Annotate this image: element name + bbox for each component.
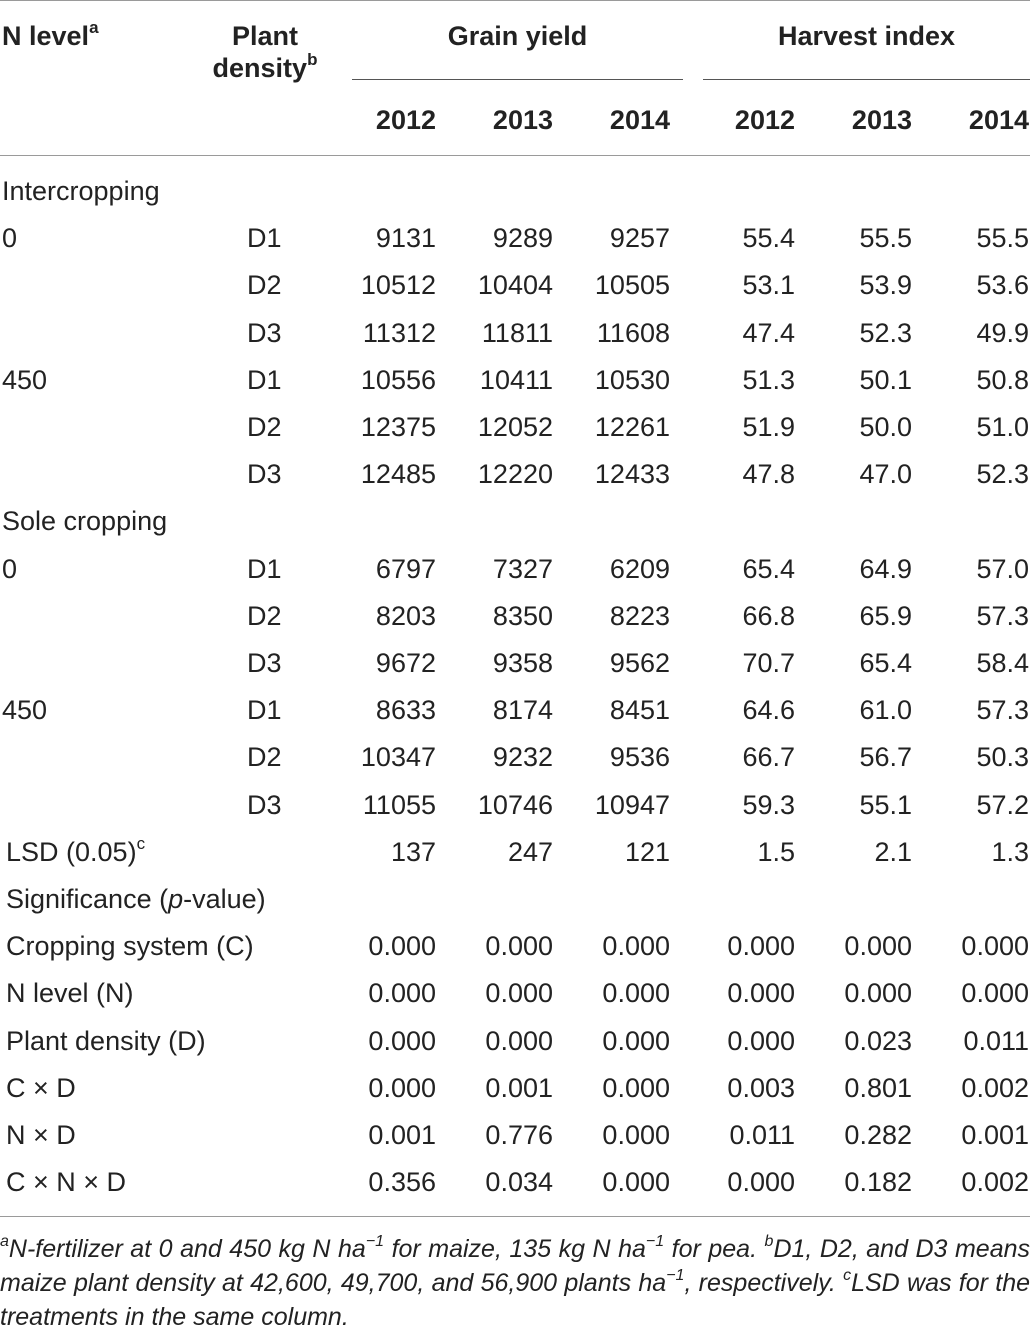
- value-cell: 0.000: [727, 1026, 795, 1056]
- value-cell: 10404: [477, 270, 553, 300]
- value-cell: 61.0: [859, 695, 912, 725]
- value-cell: 8203: [375, 601, 436, 631]
- value-cell: 0.002: [961, 1167, 1029, 1197]
- significance-row-label: C × N × D: [6, 1167, 127, 1197]
- value-cell: 0.001: [368, 1120, 436, 1150]
- value-cell: 12375: [360, 412, 436, 442]
- value-cell: 8223: [609, 601, 670, 631]
- grain-yield-underline: [352, 79, 683, 80]
- value-cell: 9232: [492, 742, 553, 772]
- value-cell: 66.8: [742, 601, 795, 631]
- value-cell: 10411: [479, 365, 553, 395]
- value-cell: 70.7: [742, 648, 795, 678]
- value-cell: 0.000: [602, 1120, 670, 1150]
- value-cell: 8451: [609, 695, 670, 725]
- n-level-cell: 450: [2, 365, 48, 395]
- value-cell: 65.4: [742, 554, 795, 584]
- value-cell: 11811: [481, 318, 553, 348]
- value-cell: 53.1: [742, 270, 795, 300]
- value-cell: 57.0: [976, 554, 1029, 584]
- value-cell: 0.003: [727, 1073, 795, 1103]
- value-cell: 49.9: [976, 318, 1029, 348]
- value-cell: 12052: [477, 412, 553, 442]
- value-cell: 0.000: [485, 978, 553, 1008]
- table-bottom-rule: [0, 1216, 1030, 1217]
- value-cell: 0.000: [602, 978, 670, 1008]
- header-year-hi-2012: 2012: [734, 105, 795, 135]
- harvest-index-underline: [703, 79, 1030, 80]
- n-level-cell: 0: [2, 223, 18, 253]
- value-cell: 0.000: [602, 931, 670, 961]
- value-cell: 10746: [477, 790, 553, 820]
- value-cell: 7327: [492, 554, 553, 584]
- value-cell: 0.000: [368, 1073, 436, 1103]
- value-cell: 9672: [375, 648, 436, 678]
- significance-row-label: Plant density (D): [6, 1026, 206, 1056]
- value-cell: 0.000: [727, 1167, 795, 1197]
- value-cell: 121: [624, 837, 670, 867]
- value-cell: 10530: [594, 365, 670, 395]
- value-cell: 9358: [492, 648, 553, 678]
- plant-density-cell: D1: [247, 223, 282, 253]
- lsd-label: LSD $(0.05)^c$: [6, 834, 146, 867]
- section-title: Sole cropping: [2, 506, 168, 536]
- value-cell: 1.5: [757, 837, 795, 867]
- value-cell: 10347: [360, 742, 436, 772]
- plant-density-cell: D2: [247, 601, 282, 631]
- value-cell: 52.3: [859, 318, 912, 348]
- plant-density-cell: D2: [247, 742, 282, 772]
- value-cell: 10947: [594, 790, 670, 820]
- value-cell: 9257: [609, 223, 670, 253]
- value-cell: 6797: [375, 554, 436, 584]
- value-cell: 64.9: [859, 554, 912, 584]
- header-bottom-rule: [0, 155, 1030, 156]
- value-cell: 12261: [594, 412, 670, 442]
- value-cell: 10556: [360, 365, 436, 395]
- value-cell: 0.282: [844, 1120, 912, 1150]
- value-cell: 10512: [360, 270, 436, 300]
- plant-density-cell: D1: [247, 365, 282, 395]
- value-cell: 0.182: [844, 1167, 912, 1197]
- value-cell: 0.000: [602, 1026, 670, 1056]
- value-cell: 52.3: [976, 459, 1029, 489]
- value-cell: 57.3: [976, 601, 1029, 631]
- value-cell: 9289: [492, 223, 553, 253]
- plant-density-cell: D1: [247, 695, 282, 725]
- value-cell: 0.023: [844, 1026, 912, 1056]
- header-year-grain-2013: 2013: [492, 105, 553, 135]
- value-cell: 0.000: [368, 978, 436, 1008]
- value-cell: 0.000: [485, 931, 553, 961]
- value-cell: 12485: [360, 459, 436, 489]
- value-cell: 0.776: [485, 1120, 553, 1150]
- plant-density-cell: D3: [247, 648, 282, 678]
- value-cell: 0.001: [961, 1120, 1029, 1150]
- value-cell: 1.3: [991, 837, 1029, 867]
- header-year-grain-2014: 2014: [609, 105, 670, 135]
- plant-density-cell: D3: [247, 790, 282, 820]
- header-plant-density: Plant density$^b$: [212, 21, 318, 83]
- value-cell: 56.7: [859, 742, 912, 772]
- value-cell: 9131: [375, 223, 436, 253]
- value-cell: 0.000: [961, 978, 1029, 1008]
- value-cell: 11055: [362, 790, 436, 820]
- value-cell: 9562: [609, 648, 670, 678]
- value-cell: 12220: [477, 459, 553, 489]
- value-cell: 51.9: [742, 412, 795, 442]
- plant-density-cell: D1: [247, 554, 282, 584]
- value-cell: 12433: [594, 459, 670, 489]
- value-cell: 247: [507, 837, 553, 867]
- value-cell: 47.0: [859, 459, 912, 489]
- value-cell: 137: [390, 837, 436, 867]
- value-cell: 11608: [596, 318, 670, 348]
- value-cell: 47.8: [742, 459, 795, 489]
- value-cell: 0.000: [961, 931, 1029, 961]
- top-rule: [0, 0, 1030, 1]
- value-cell: 9536: [609, 742, 670, 772]
- header-n-level: N level$^a$: [2, 18, 99, 51]
- value-cell: 64.6: [742, 695, 795, 725]
- n-level-cell: 450: [2, 695, 48, 725]
- value-cell: 50.1: [859, 365, 912, 395]
- value-cell: 65.4: [859, 648, 912, 678]
- value-cell: 59.3: [742, 790, 795, 820]
- value-cell: 2.1: [874, 837, 912, 867]
- plant-density-cell: D3: [247, 459, 282, 489]
- table-footnote: $^a$N-fertilizer at 0 and 450 kg N $ha^{-1}$ for maize, 135 kg N $ha^{-1}$ for pea. $^b$D1, D2, and D3 means maize plant density at 42,600, 49,700, and 56,900 plants $ha^{-1}$, respectively. $^c$LSD was for the treatments in the same column.: [0, 1232, 1030, 1331]
- value-cell: 51.0: [976, 412, 1029, 442]
- value-cell: 0.002: [961, 1073, 1029, 1103]
- value-cell: 0.000: [844, 931, 912, 961]
- value-cell: 0.000: [727, 931, 795, 961]
- value-cell: 11312: [362, 318, 436, 348]
- value-cell: 0.000: [602, 1167, 670, 1197]
- value-cell: 0.801: [844, 1073, 912, 1103]
- value-cell: 0.011: [963, 1026, 1029, 1056]
- value-cell: 0.000: [368, 1026, 436, 1056]
- value-cell: 47.4: [742, 318, 795, 348]
- value-cell: 0.000: [602, 1073, 670, 1103]
- header-year-grain-2012: 2012: [375, 105, 436, 135]
- value-cell: 57.2: [976, 790, 1029, 820]
- significance-row-label: N × D: [6, 1120, 76, 1150]
- n-level-cell: 0: [2, 554, 18, 584]
- value-cell: 8350: [492, 601, 553, 631]
- value-cell: 57.3: [976, 695, 1029, 725]
- significance-row-label: N level (N): [6, 978, 134, 1008]
- value-cell: 8174: [492, 695, 553, 725]
- value-cell: 8633: [375, 695, 436, 725]
- value-cell: 53.9: [859, 270, 912, 300]
- significance-label: Significance (p-value): [6, 884, 266, 914]
- value-cell: 55.1: [859, 790, 912, 820]
- value-cell: 0.001: [485, 1073, 553, 1103]
- value-cell: 0.000: [485, 1026, 553, 1056]
- header-year-hi-2014: 2014: [968, 105, 1029, 135]
- value-cell: 10505: [594, 270, 670, 300]
- value-cell: 65.9: [859, 601, 912, 631]
- plant-density-cell: D2: [247, 412, 282, 442]
- value-cell: 0.000: [727, 978, 795, 1008]
- value-cell: 0.034: [485, 1167, 553, 1197]
- significance-row-label: C × D: [6, 1073, 76, 1103]
- value-cell: 66.7: [742, 742, 795, 772]
- header-grain-yield: Grain yield: [447, 21, 588, 51]
- value-cell: 50.3: [976, 742, 1029, 772]
- value-cell: 55.5: [976, 223, 1029, 253]
- plant-density-cell: D2: [247, 270, 282, 300]
- plant-density-cell: D3: [247, 318, 282, 348]
- value-cell: 58.4: [976, 648, 1029, 678]
- significance-row-label: Cropping system (C): [6, 931, 254, 961]
- value-cell: 6209: [609, 554, 670, 584]
- header-year-hi-2013: 2013: [851, 105, 912, 135]
- value-cell: 55.5: [859, 223, 912, 253]
- value-cell: 0.356: [368, 1167, 436, 1197]
- value-cell: 55.4: [742, 223, 795, 253]
- value-cell: 0.000: [368, 931, 436, 961]
- section-title: Intercropping: [2, 176, 160, 206]
- value-cell: 51.3: [742, 365, 795, 395]
- value-cell: 0.000: [844, 978, 912, 1008]
- header-harvest-index: Harvest index: [777, 21, 956, 51]
- value-cell: 53.6: [976, 270, 1029, 300]
- value-cell: 50.8: [976, 365, 1029, 395]
- value-cell: 50.0: [859, 412, 912, 442]
- value-cell: 0.011: [729, 1120, 795, 1150]
